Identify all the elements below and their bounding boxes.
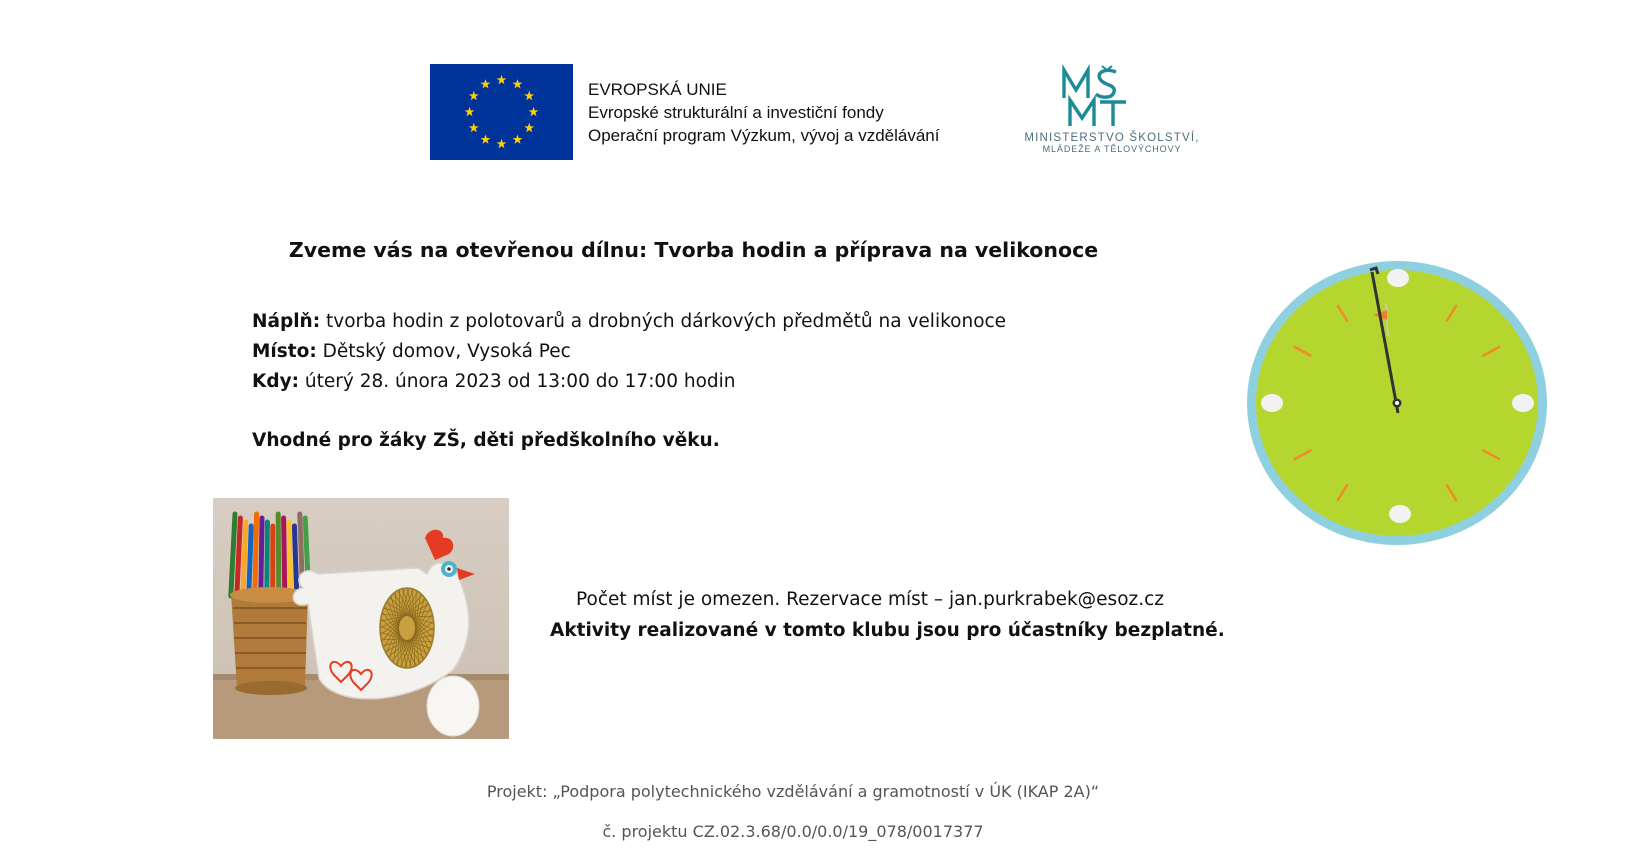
msmt-line-2: MLÁDEŽE A TĚLOVÝCHOVY bbox=[1042, 144, 1182, 154]
eu-flag-icon bbox=[430, 64, 573, 160]
pencil bbox=[289, 522, 291, 596]
easter-craft-photo bbox=[213, 498, 509, 739]
misto-label: Místo: bbox=[252, 341, 317, 362]
egg-icon bbox=[1261, 394, 1283, 412]
pencil bbox=[261, 518, 262, 596]
egg-icon bbox=[1512, 394, 1534, 412]
event-info bbox=[252, 307, 1006, 397]
suitable-for: Vhodné pro žáky ZŠ, děti předškolního věku. bbox=[252, 430, 720, 451]
pencil bbox=[243, 522, 246, 596]
kdy-label: Kdy: bbox=[252, 371, 300, 392]
project-number: č. projektu CZ.02.3.68/0.0/0.0/19_078/0017377 bbox=[602, 822, 984, 841]
kdy-value: úterý 28. února 2023 od 13:00 do 17:00 hodin bbox=[299, 371, 736, 392]
msmt-logo-text bbox=[1012, 132, 1212, 154]
misto-value: Dětský domov, Vysoká Pec bbox=[316, 341, 571, 362]
info-row-kdy bbox=[252, 367, 1006, 397]
clock-illustration bbox=[1245, 258, 1550, 548]
project-name: Projekt: „Podpora polytechnického vzdělávání a gramotností v ÚK (IKAP 2A)“ bbox=[486, 782, 1100, 801]
pencil bbox=[255, 514, 257, 596]
egg-icon bbox=[1389, 505, 1411, 523]
egg-icon bbox=[1387, 269, 1409, 287]
free-activities-note: Aktivity realizované v tomto klubu jsou pro účastníky bezplatné. bbox=[550, 620, 1225, 641]
info-row-napln bbox=[252, 307, 1006, 337]
eu-line-1: EVROPSKÁ UNIE bbox=[588, 80, 727, 99]
napln-value: tvorba hodin z polotovarů a drobných dárkových předmětů na velikonoce bbox=[320, 311, 1007, 332]
eu-line-3: Operační program Výzkum, vývoj a vzdělávání bbox=[588, 126, 940, 145]
page-title: Zveme vás na otevřenou dílnu: Tvorba hodin a příprava na velikonoce bbox=[288, 238, 1099, 262]
eu-line-2: Evropské strukturální a investiční fondy bbox=[588, 103, 884, 122]
napln-label: Náplň: bbox=[252, 311, 321, 332]
pencil bbox=[267, 522, 268, 596]
pencil bbox=[249, 526, 251, 596]
eu-logo-text bbox=[588, 78, 939, 147]
reservation-block bbox=[550, 584, 1225, 646]
pencil bbox=[278, 514, 279, 596]
info-row-misto bbox=[252, 337, 1006, 367]
pencil bbox=[294, 526, 296, 596]
reservation-text: Počet míst je omezen. Rezervace míst – jan.purkrabek@esoz.cz bbox=[576, 589, 1164, 610]
pencil bbox=[284, 518, 285, 596]
msmt-line-1: MINISTERSTVO ŠKOLSTVÍ, bbox=[1024, 132, 1200, 144]
